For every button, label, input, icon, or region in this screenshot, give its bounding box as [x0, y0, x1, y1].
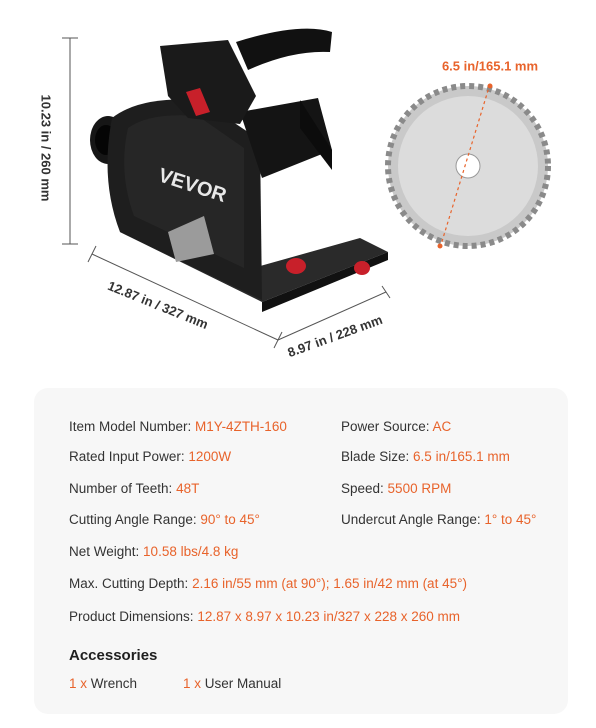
- spec-model: Item Model Number: M1Y-4ZTH-160: [69, 419, 287, 434]
- accessory-wrench: 1 x Wrench: [69, 676, 138, 691]
- width-dimension-label: 8.97 in / 228 mm: [285, 311, 385, 361]
- plunge-saw: [90, 29, 388, 312]
- brand-logo: VEVOR: [155, 164, 230, 207]
- length-dimension-label: 12.87 in / 327 mm: [105, 278, 211, 332]
- accessories-title: Accessories: [69, 647, 158, 664]
- blade-dimension-label: 6.5 in/165.1 mm: [441, 58, 539, 74]
- height-dimension-label: 10.23 in / 260 mm: [38, 94, 54, 202]
- spec-cutting-angle: Cutting Angle Range: 90° to 45°: [69, 512, 260, 527]
- spec-cut-depth: Max. Cutting Depth: 2.16 in/55 mm (at 90°); 1.65 in/42 mm (at 45°): [69, 576, 467, 591]
- spec-dimensions: Product Dimensions: 12.87 x 8.97 x 10.23 in/327 x 228 x 260 mm: [69, 609, 460, 624]
- accessory-user-manual: 1 x User Manual: [183, 676, 282, 691]
- saw-blade: [388, 84, 548, 249]
- height-dimension-line: [62, 38, 78, 244]
- spec-undercut-angle: Undercut Angle Range: 1° to 45°: [341, 512, 537, 527]
- spec-net-weight: Net Weight: 10.58 lbs/4.8 kg: [69, 544, 239, 559]
- spec-rated-power: Rated Input Power: 1200W: [69, 449, 232, 464]
- spec-speed: Speed: 5500 RPM: [341, 481, 452, 496]
- spec-card: [34, 388, 568, 714]
- spec-teeth: Number of Teeth: 48T: [69, 481, 200, 496]
- spec-blade-size: Blade Size: 6.5 in/165.1 mm: [341, 449, 510, 464]
- spec-power-source: Power Source: AC: [341, 419, 452, 434]
